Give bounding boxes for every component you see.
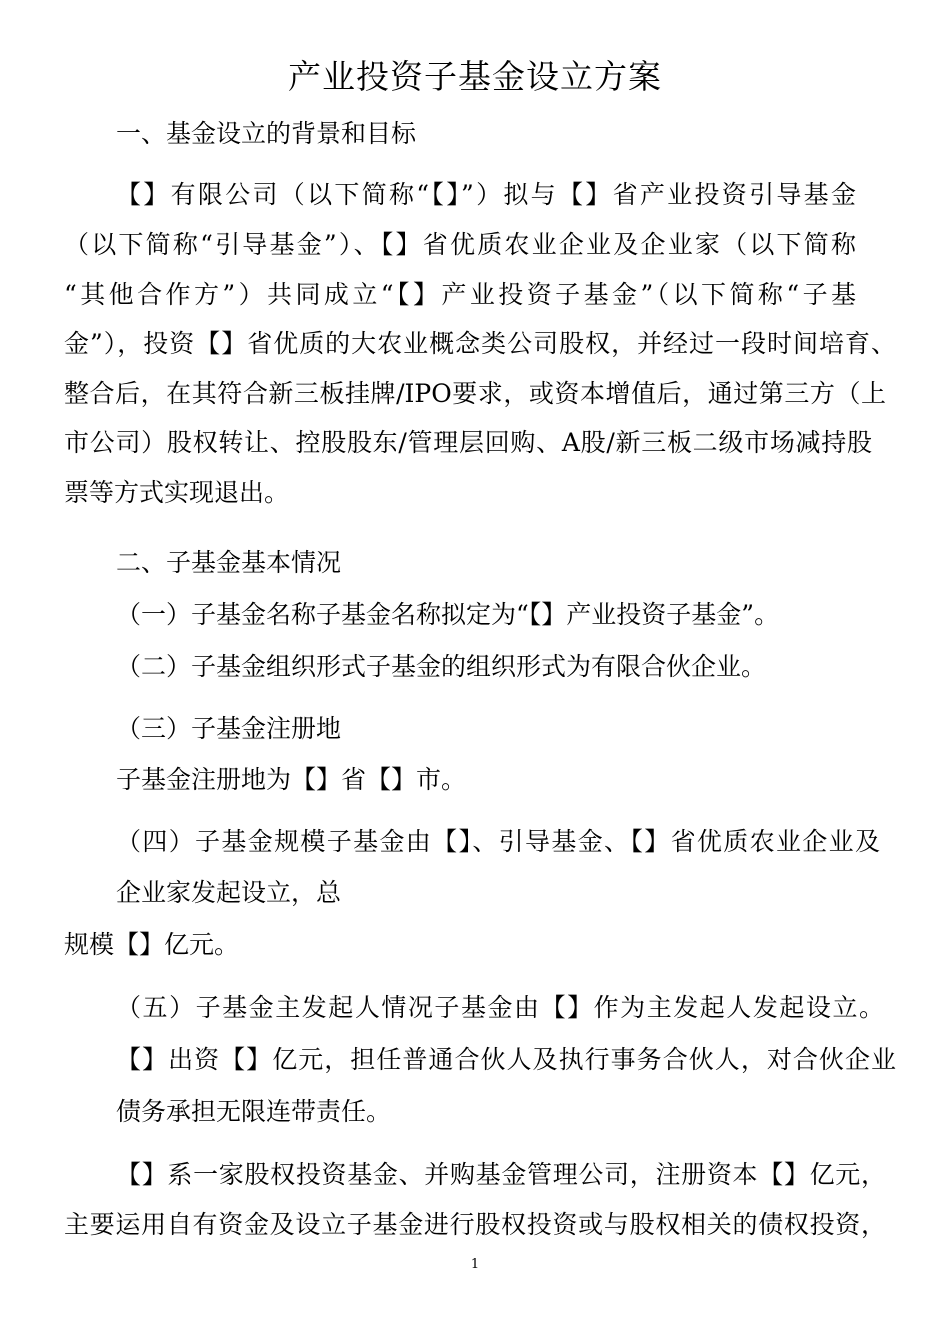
paragraph-line: （以下简称“引导基金”）、【】省优质农业企业及企业家（以下简称 xyxy=(64,230,856,259)
subsection-3-body: 子基金注册地为【】省【】市。 xyxy=(116,765,467,794)
subsection-3-heading: （三）子基金注册地 xyxy=(116,714,342,743)
subsection-2: （二）子基金组织形式子基金的组织形式为有限合伙企业。 xyxy=(116,652,767,681)
paragraph-line: 【】系一家股权投资基金、并购基金管理公司，注册资本【】亿元， xyxy=(116,1160,886,1189)
document-title: 产业投资子基金设立方案 xyxy=(288,57,662,96)
subsection-4-line: （四）子基金规模子基金由【】、引导基金、【】省优质农业企业及 xyxy=(116,827,880,856)
paragraph-line: “其他合作方”）共同成立“【】产业投资子基金”（以下简称“子基 xyxy=(64,280,856,309)
paragraph-line: 票等方式实现退出。 xyxy=(64,478,290,507)
subsection-4-line: 规模【】亿元。 xyxy=(64,930,240,959)
subsection-5-line: 【】出资【】亿元，担任普通合伙人及执行事务合伙人，对合伙企业 xyxy=(116,1045,896,1074)
subsection-5-line: 债务承担无限连带责任。 xyxy=(116,1097,392,1126)
section-heading-1: 一、基金设立的背景和目标 xyxy=(116,119,417,148)
subsection-1: （一）子基金名称子基金名称拟定为“【】产业投资子基金”。 xyxy=(116,600,780,629)
subsection-5-line: （五）子基金主发起人情况子基金由【】作为主发起人发起设立。 xyxy=(116,993,884,1022)
paragraph-line: 市公司）股权转让、控股股东/管理层回购、A股/新三板二级市场减持股 xyxy=(64,428,872,457)
subsection-4-line: 企业家发起设立，总 xyxy=(116,878,342,907)
paragraph-line: 整合后，在其符合新三板挂牌/IPO要求，或资本增值后，通过第三方（上 xyxy=(64,379,886,408)
paragraph-line: 主要运用自有资金及设立子基金进行股权投资或与股权相关的债权投资， xyxy=(64,1210,886,1239)
section-heading-2: 二、子基金基本情况 xyxy=(116,548,342,577)
paragraph-line: 【】有限公司（以下简称“【】”）拟与【】省产业投资引导基金 xyxy=(116,180,856,209)
page-number: 1 xyxy=(470,1257,480,1272)
paragraph-line: 金”），投资【】省优质的大农业概念类公司股权，并经过一段时间培育、 xyxy=(64,329,896,358)
